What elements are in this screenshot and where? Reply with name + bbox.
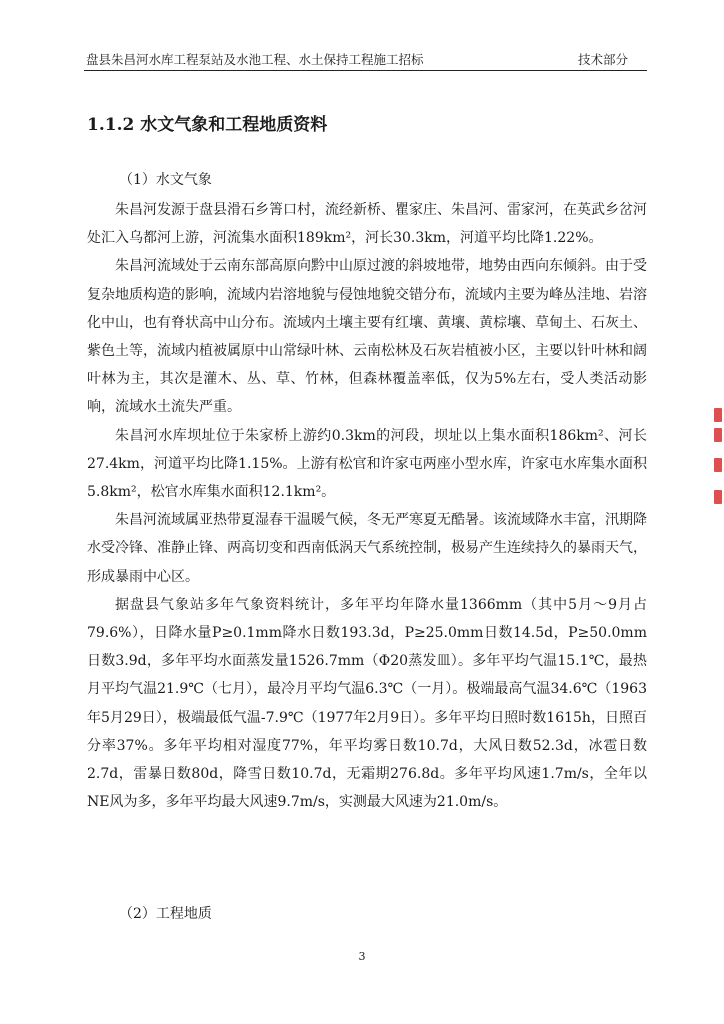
subsection-heading-hydrology: （1）水文气象	[119, 172, 212, 188]
body-text	[87, 196, 647, 816]
subsection-heading-geology: （2）工程地质	[119, 906, 212, 922]
header-divider	[84, 70, 647, 71]
header-document-title: 盘县朱昌河水库工程泵站及水池工程、水土保持工程施工招标	[86, 52, 424, 67]
margin-mark-red	[714, 490, 722, 504]
paragraph-river-source: 朱昌河发源于盘县滑石乡箐口村，流经新桥、瞿家庄、朱昌河、雷家河，在英武乡岔河处汇入乌都河上游，河流集水面积189km²，河长30.3km，河道平均比降1.22%。	[87, 202, 647, 247]
paragraph-basin-terrain: 朱昌河流域处于云南东部高原向黔中山原过渡的斜坡地带，地势由西向东倾斜。由于受复杂地质构造的影响，流域内岩溶地貌与侵蚀地貌交错分布，流域内主要为峰丛洼地、岩溶化中山，也有脊状高中山分布。流域内土壤主要有红壤、黄壤、黄棕壤、草甸土、石灰土、紫色土等，流域内植被属原中山常绿叶林、云南松林及石灰岩植被小区，主要以针叶林和阔叶林为主，其次是灌木、丛、草、竹林，但森林覆盖率低，仅为5%左右，受人类活动影响，流域水土流失严重。	[87, 258, 647, 416]
page-number: 3	[358, 950, 366, 963]
paragraph-weather-statistics: 据盘县气象站多年气象资料统计，多年平均年降水量1366mm（其中5月～9月占79.6%），日降水量P≥0.1mm降水日数193.3d，P≥25.0mm日数14.5d，P≥50.0mm日数3.9d，多年平均水面蒸发量1526.7mm（Φ20蒸发皿）。多年平均气温15.1℃，最热月平均气温21.9℃（七月），最冷月平均气温6.3℃（一月）。极端最高气温34.6℃（1963年5月29日），极端最低气温-7.9℃（1977年2月9日）。多年平均日照时数1615h，日照百分率37%。多年平均相对湿度77%，年平均雾日数10.7d，大风日数52.3d，冰雹日数2.7d，雷暴日数80d，降雪日数10.7d，无霜期276.8d。多年平均风速1.7m/s，全年以NE风为多，多年平均最大风速9.7m/s，实测最大风速为21.0m/s。	[87, 596, 647, 811]
paragraph-climate: 朱昌河流域属亚热带夏湿春干温暖气候，冬无严寒夏无酷暑。该流域降水丰富，汛期降水受冷锋、准静止锋、两高切变和西南低涡天气系统控制，极易产生连续持久的暴雨天气，形成暴雨中心区。	[87, 512, 647, 585]
margin-mark-red	[714, 428, 722, 442]
header-section-label: 技术部分	[577, 52, 628, 67]
section-heading: 1.1.2 水文气象和工程地质资料	[87, 115, 328, 135]
paragraph-dam-site: 朱昌河水库坝址位于朱家桥上游约0.3km的河段，坝址以上集水面积186km²、河长27.4km，河道平均比降1.15%。上游有松官和许家屯两座小型水库，许家屯水库集水面积5.8km²，松官水库集水面积12.1km²。	[87, 427, 647, 501]
margin-mark-red	[714, 408, 722, 422]
page-header	[84, 50, 646, 70]
margin-mark-red	[714, 458, 722, 472]
